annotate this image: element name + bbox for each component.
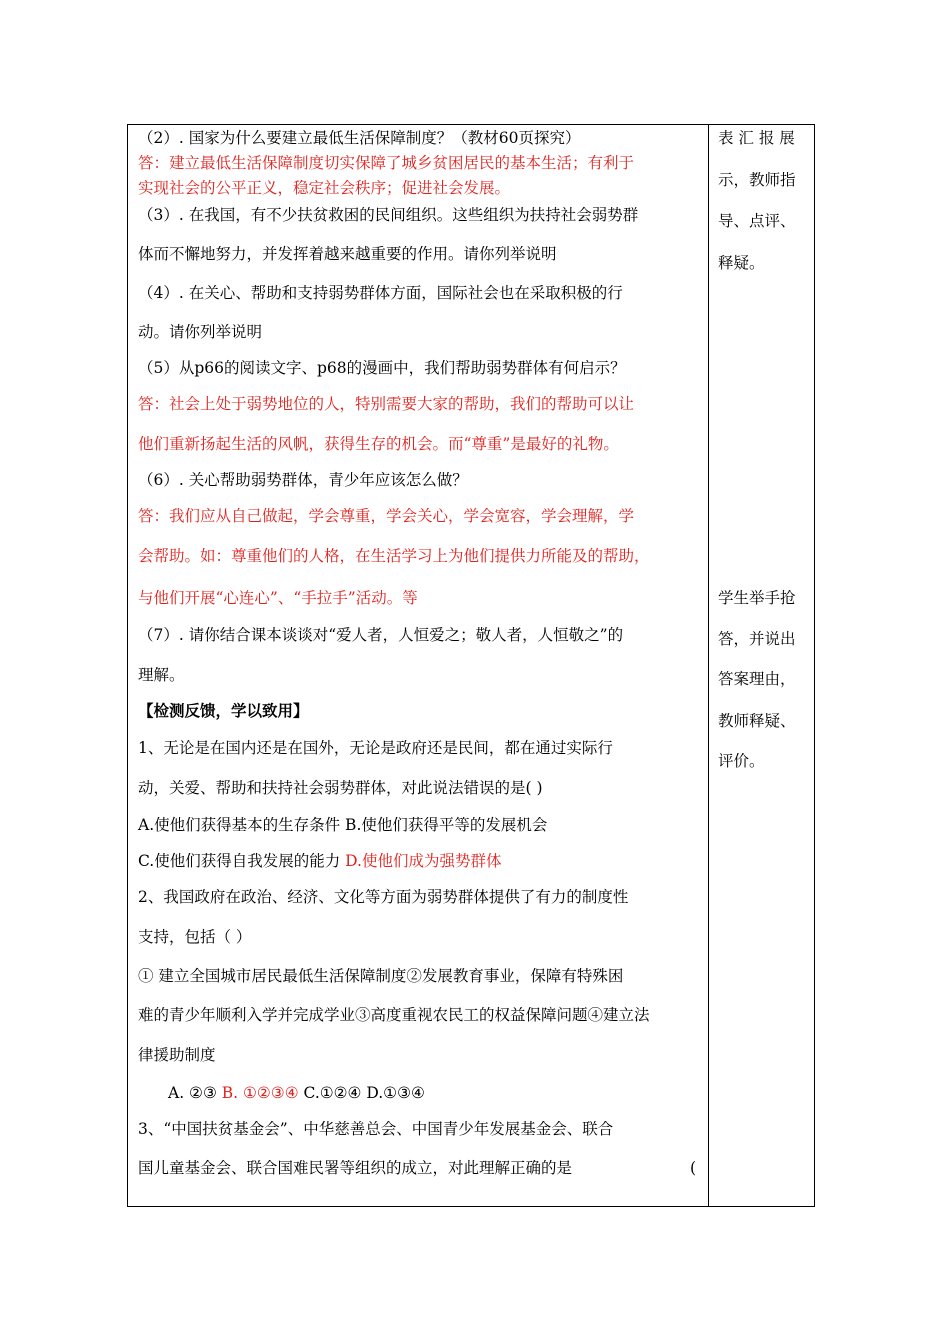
ex1-options-line-1: A.使他们获得基本的生存条件 B.使他们获得平等的发展机会: [138, 816, 548, 834]
q5-answer-line-2: 他们重新扬起生活的风帆，获得生存的机会。而“尊重”是最好的礼物。: [138, 435, 619, 453]
q4-line-2: 动。请你列举说明: [138, 323, 263, 341]
ex2-stem-line-2: 支持，包括（ ）: [138, 928, 252, 946]
section-title: 【检测反馈，学以致用】: [138, 701, 309, 720]
ex1-stem-line-2: 动，关爱、帮助和扶持社会弱势群体，对此说法错误的是( ): [138, 779, 543, 797]
ex3-stem-line-2: 国儿童基金会、联合国难民署等组织的成立，对此理解正确的是: [138, 1159, 573, 1177]
q6-question: （6）. 关心帮助弱势群体，青少年应该怎么做？: [138, 471, 468, 489]
side-block2-line-1: 学生举手抢: [718, 589, 796, 607]
q2-answer-line-1: 答：建立最低生活保障制度切实保障了城乡贫困居民的基本生活；有利于: [138, 154, 635, 172]
ex2-option-cd: C.①②④ D.①③④: [298, 1084, 425, 1102]
q6-answer-line-2: 会帮助。如：尊重他们的人格，在生活学习上为他们提供力所能及的帮助，: [138, 547, 650, 565]
side-block2-line-2: 答，并说出: [718, 630, 796, 648]
q5-question: （5）从p66的阅读文字、p68的漫画中，我们帮助弱势群体有何启示？: [138, 359, 626, 377]
side-block1-line-1: 表 汇 报 展: [718, 129, 795, 147]
ex1-option-c: C.使他们获得自我发展的能力: [138, 852, 346, 870]
q6-answer-line-1: 答：我们应从自己做起，学会尊重，学会关心，学会宽容，学会理解，学: [138, 507, 635, 525]
ex3-stem-line-1: 3、“中国扶贫基金会”、中华慈善总会、中国青少年发展基金会、联合: [138, 1120, 614, 1138]
q7-line-1: （7）. 请你结合课本谈谈对“爱人者，人恒爱之；敬人者，人恒敬之”的: [138, 626, 624, 644]
q3-line-1: （3）. 在我国，有不少扶贫救困的民间组织。这些组织为扶持社会弱势群: [138, 206, 639, 224]
column-divider: [708, 125, 709, 1206]
side-block1-line-4: 释疑。: [718, 254, 765, 272]
ex2-items-line-1: ① 建立全国城市居民最低生活保障制度②发展教育事业，保障有特殊困: [138, 967, 624, 985]
ex1-stem-line-1: 1、无论是在国内还是在国外，无论是政府还是民间，都在通过实际行: [138, 739, 613, 757]
q3-line-2: 体而不懈地努力，并发挥着越来越重要的作用。请你列举说明: [138, 245, 557, 263]
ex2-options: [168, 1083, 733, 1103]
q2-answer-line-2: 实现社会的公平正义，稳定社会秩序；促进社会发展。: [138, 179, 511, 197]
ex3-open-paren: (: [690, 1159, 697, 1177]
q6-answer-line-3: 与他们开展“心连心”、“手拉手”活动。等: [138, 589, 418, 607]
q2-question: （2）. 国家为什么要建立最低生活保障制度？（教材60页探究）: [138, 129, 581, 147]
side-block1-line-3: 导、点评、: [718, 212, 796, 230]
q4-line-1: （4）. 在关心、帮助和支持弱势群体方面，国际社会也在采取积极的行: [138, 284, 623, 302]
ex1-option-d-answer: D.使他们成为强势群体: [345, 852, 502, 870]
ex2-option-a: A. ②③: [168, 1084, 222, 1102]
ex2-items-line-3: 律援助制度: [138, 1046, 216, 1064]
ex2-stem-line-1: 2、我国政府在政治、经济、文化等方面为弱势群体提供了有力的制度性: [138, 888, 629, 906]
q7-line-2: 理解。: [138, 666, 185, 684]
side-block2-line-3: 答案理由，: [718, 670, 796, 688]
lesson-table: [127, 124, 815, 1207]
ex2-option-b-answer: B. ①②③④: [221, 1084, 299, 1102]
ex2-items-line-2: 难的青少年顺利入学并完成学业③高度重视农民工的权益保障问题④建立法: [138, 1006, 650, 1024]
side-block1-line-2: 示，教师指: [718, 171, 796, 189]
side-block2-line-4: 教师释疑、: [718, 712, 796, 730]
ex1-options-line-2: [138, 851, 703, 871]
side-block2-line-5: 评价。: [718, 752, 765, 770]
q5-answer-line-1: 答：社会上处于弱势地位的人，特别需要大家的帮助，我们的帮助可以让: [138, 395, 635, 413]
